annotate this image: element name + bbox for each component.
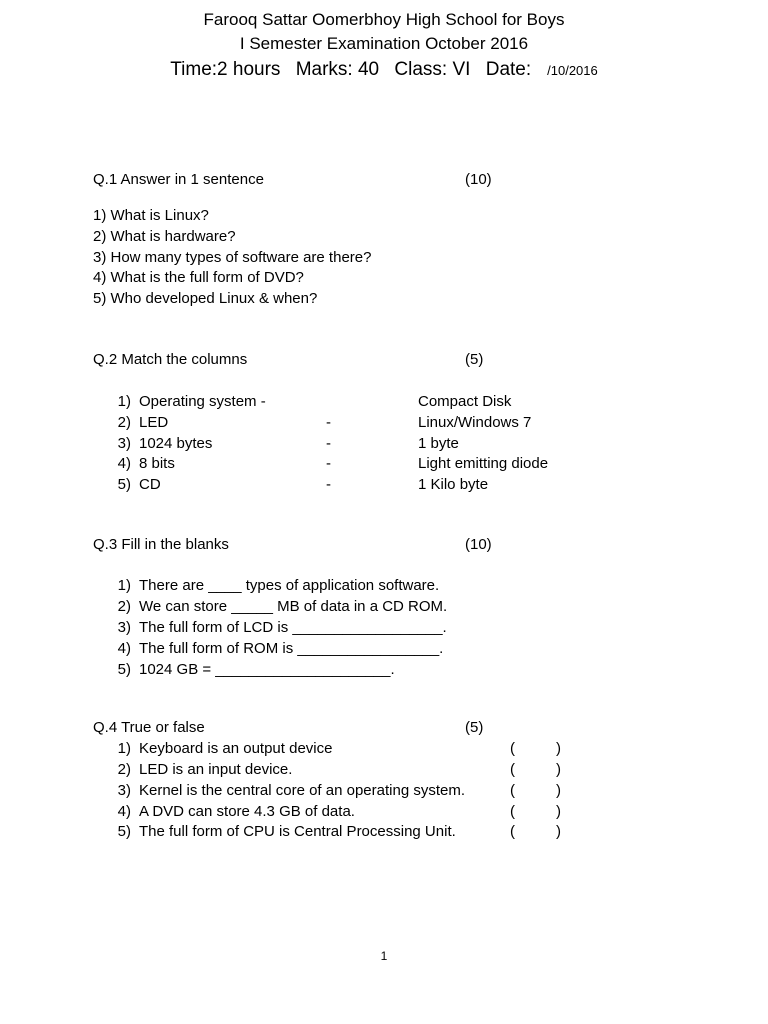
match-row-number: 3) [117,435,131,452]
match-dash: - [326,476,331,493]
q1-title: Q.1 Answer in 1 sentence [93,171,264,188]
match-right-term: 1 byte [418,435,459,452]
tf-answer-close: ) [556,761,561,778]
tf-answer-open: ( [510,782,515,799]
tf-item-text: Kernel is the central core of an operating system. [139,782,466,799]
blank-item-number: 2) [117,598,131,615]
blank-item-text: We can store _____ MB of data in a CD ROM. [139,598,448,615]
tf-item-number: 4) [117,803,131,820]
q1-marks: (10) [465,171,492,188]
q1-item: 1) What is Linux? [93,207,209,224]
time-info: Time:2 hours [170,59,281,80]
tf-item-number: 2) [117,761,131,778]
tf-item-number: 3) [117,782,131,799]
match-row-number: 1) [117,393,131,410]
blank-item-text: The full form of ROM is _________________. [139,640,444,657]
tf-answer-close: ) [556,803,561,820]
tf-item-number: 1) [117,740,131,757]
tf-item-text: A DVD can store 4.3 GB of data. [139,803,355,820]
q1-item: 2) What is hardware? [93,228,236,245]
tf-answer-close: ) [556,740,561,757]
date-value: /10/2016 [547,63,598,78]
blank-item-text: There are ____ types of application software. [139,577,440,594]
tf-answer-open: ( [510,823,515,840]
blank-item-number: 1) [117,577,131,594]
tf-answer-open: ( [510,740,515,757]
tf-answer-open: ( [510,761,515,778]
match-row-number: 5) [117,476,131,493]
match-left-term: 1024 bytes [139,435,213,452]
school-name: Farooq Sattar Oomerbhoy High School for Boys [203,10,565,29]
match-right-term: Light emitting diode [418,455,549,472]
q3-title: Q.3 Fill in the blanks [93,536,229,553]
match-dash: - [326,455,331,472]
match-right-term: 1 Kilo byte [418,476,489,493]
match-right-term: Linux/Windows 7 [418,414,532,431]
tf-item-text: LED is an input device. [139,761,293,778]
match-left-term: CD [139,476,161,493]
page-number: 1 [380,949,388,963]
match-left-term: Operating system - [139,393,266,410]
marks-info: Marks: 40 [295,59,380,80]
match-dash: - [326,435,331,452]
q3-marks: (10) [465,536,492,553]
class-info: Class: VI [394,59,471,80]
tf-answer-open: ( [510,803,515,820]
exam-meta-line [0,59,768,81]
tf-item-number: 5) [117,823,131,840]
tf-item-text: Keyboard is an output device [139,740,333,757]
q2-marks: (5) [465,351,484,368]
match-right-term: Compact Disk [418,393,512,410]
match-dash: - [326,414,331,431]
match-row-number: 4) [117,455,131,472]
q2-title: Q.2 Match the columns [93,351,248,368]
match-row-number: 2) [117,414,131,431]
tf-answer-close: ) [556,823,561,840]
tf-answer-close: ) [556,782,561,799]
blank-item-text: The full form of LCD is __________________. [139,619,447,636]
blank-item-text: 1024 GB = _____________________. [139,661,395,678]
date-label: Date: [485,59,532,80]
q4-title: Q.4 True or false [93,719,205,736]
q1-item: 3) How many types of software are there? [93,249,372,266]
blank-item-number: 5) [117,661,131,678]
q1-item: 4) What is the full form of DVD? [93,269,304,286]
blank-item-number: 4) [117,640,131,657]
q4-marks: (5) [465,719,484,736]
exam-title: I Semester Examination October 2016 [239,34,529,53]
tf-item-text: The full form of CPU is Central Processing Unit. [139,823,456,840]
blank-item-number: 3) [117,619,131,636]
match-left-term: 8 bits [139,455,175,472]
match-left-term: LED [139,414,169,431]
q1-item: 5) Who developed Linux & when? [93,290,318,307]
